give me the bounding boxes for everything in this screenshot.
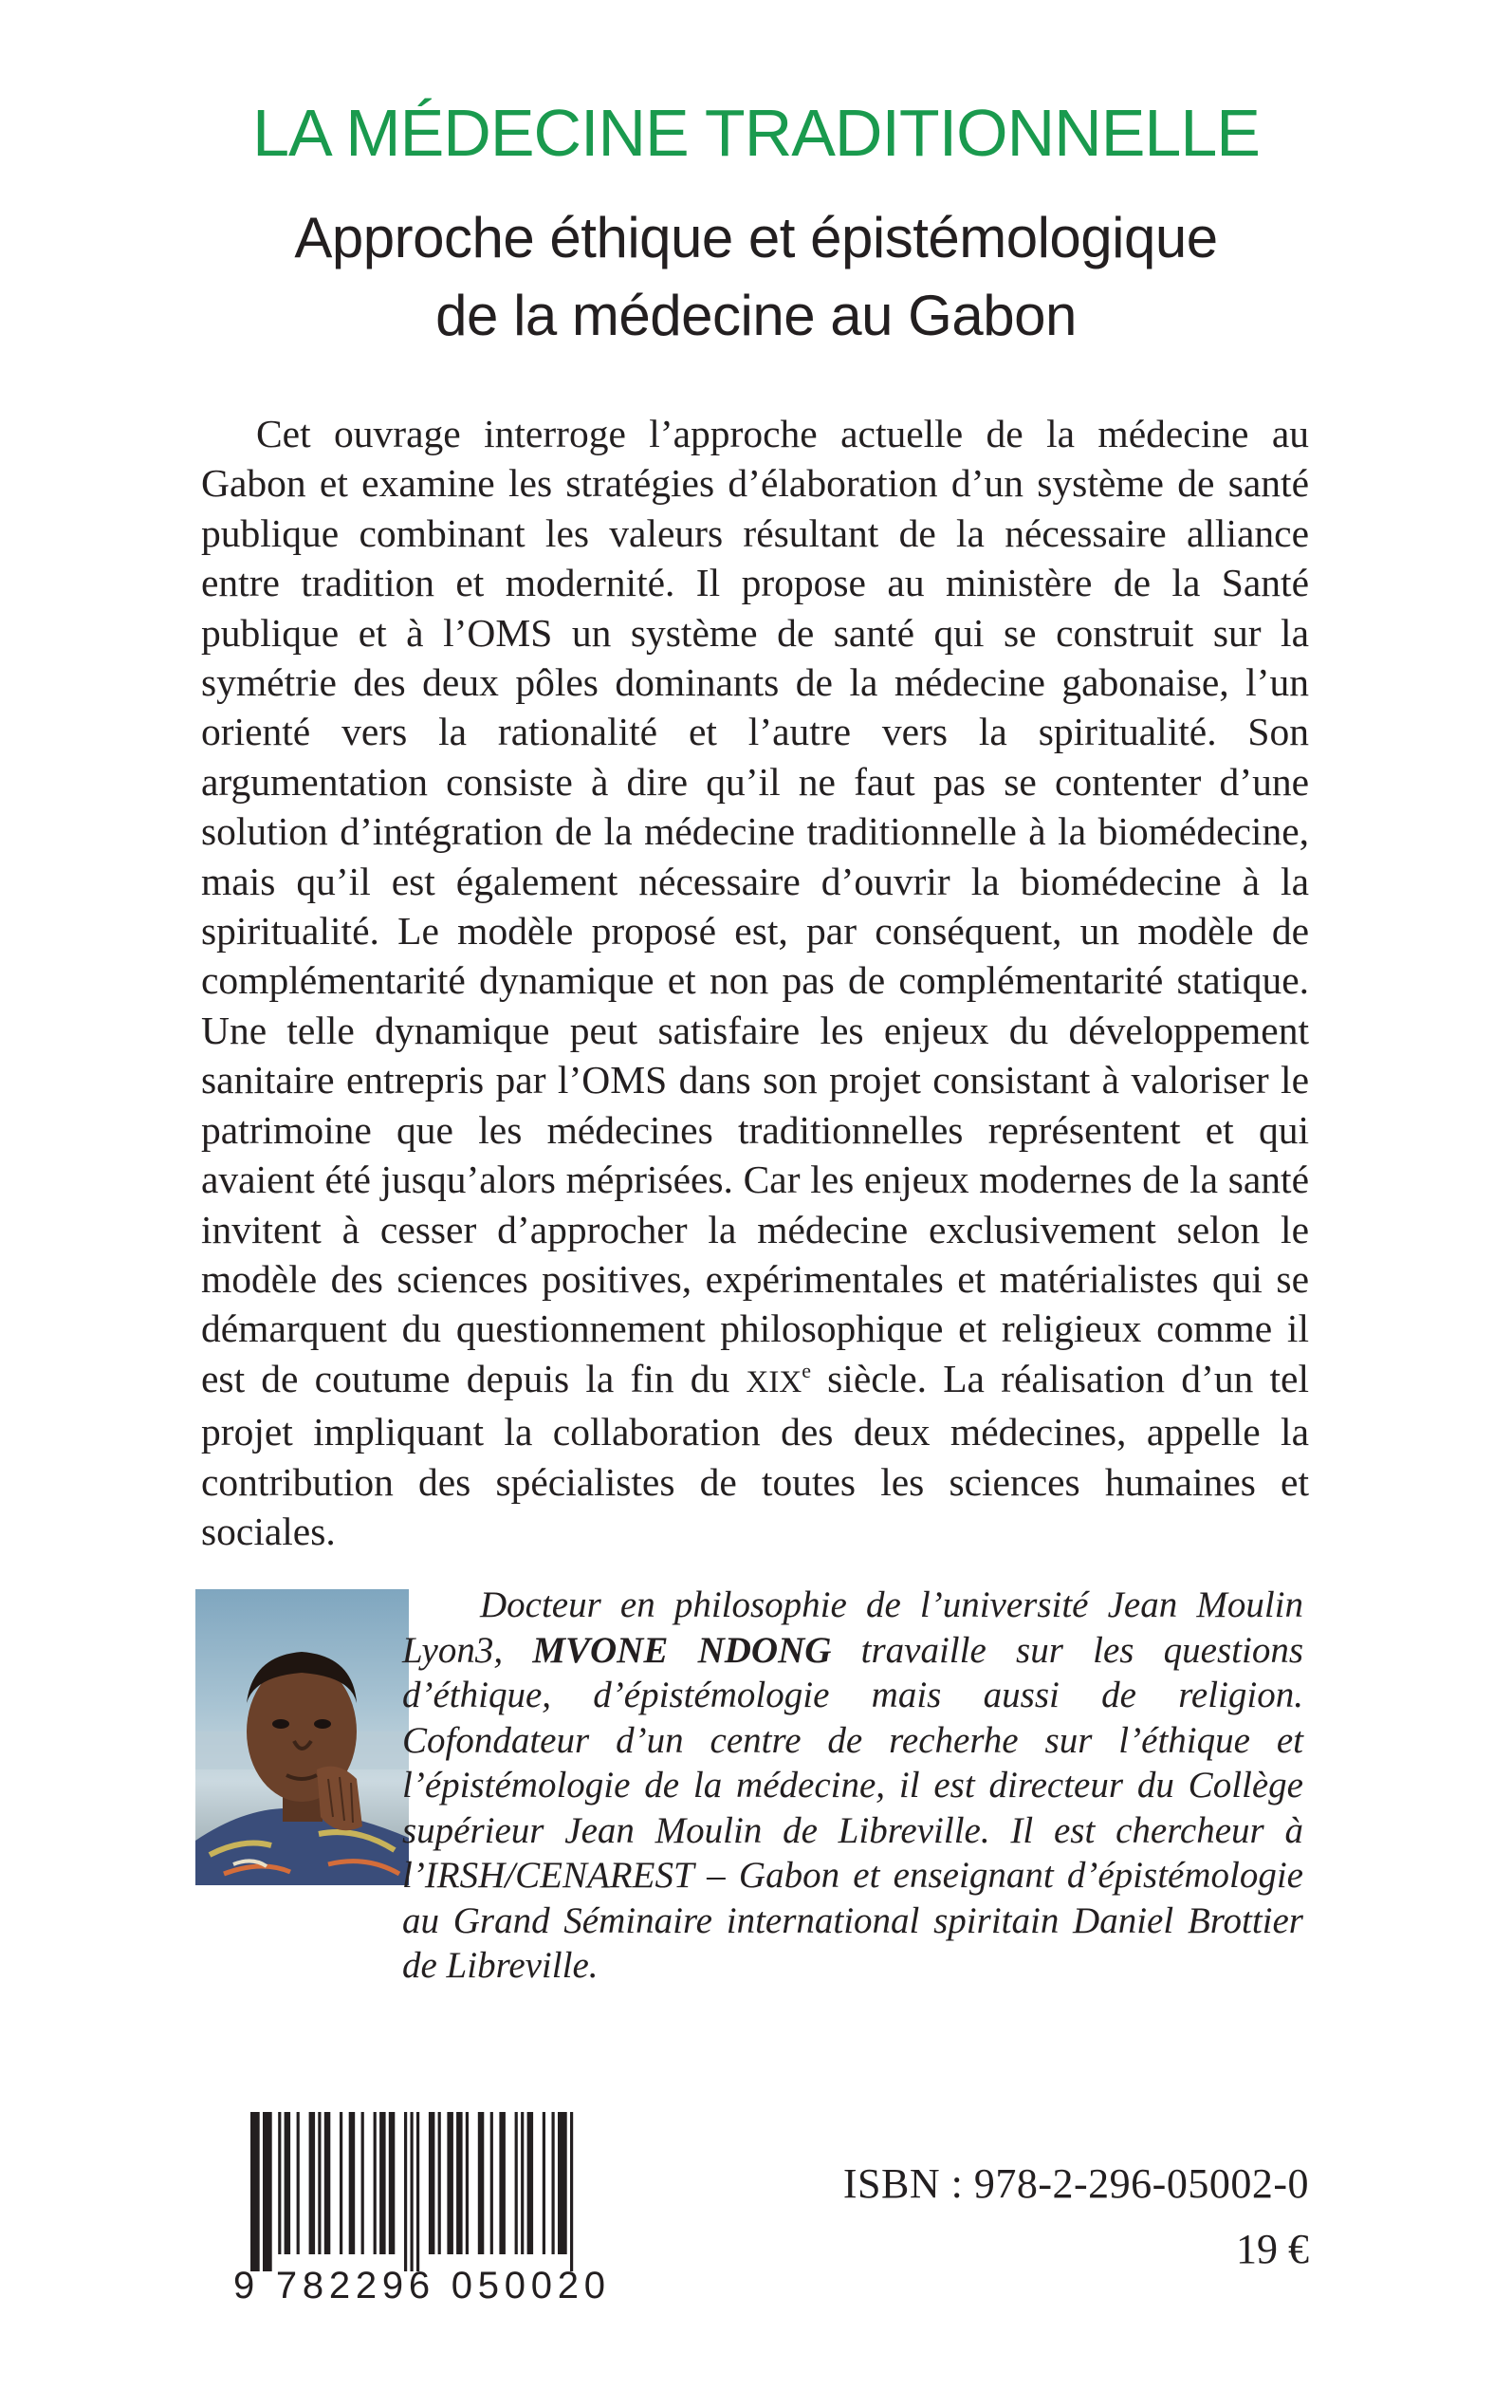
barcode-bar [558,2112,567,2254]
barcode-bar [543,2112,545,2254]
summary-part-1: Cet ouvrage interroge l’approche actuelle de la médecine au Gabon et examine les stratégies d’élaboration d’un système de santé publique combinant les valeurs résultant de la nécessaire alliance entre tradition et modernité. Il propose au ministère de la Santé publique et à l’OMS un système de santé qui se construit sur la symétrie des deux pôles dominants de la médecine gabonaise, l’un orienté vers la rationalité et l’autre vers la spiritualité. Son argumentation consiste à dire qu’il ne faut pas se contenter d’une solution d’intégration de la médecine traditionnelle à la biomédecine, mais qu’il est également nécessaire d’ouvrir la biomédecine à la spiritualité. Le modèle proposé est, par conséquent, un modèle de complémentarité dynamique et non pas de complémentarité statique. Une telle dynamique peut satisfaire les enjeux du développement sanitaire entrepris par l’OMS dans son projet consistant à valoriser le patrimoine que les médecines traditionnelles représentent et qui avaient été jusqu’alors méprisées. Car les enjeux modernes de la santé invitent à cesser d’approcher la médecine exclusivement selon le modèle des sciences positives, expérimentales et matérialistes qui se démarquent du questionnement philosophique et religieux comme il est de coutume depuis la fin du [201,412,1309,1400]
barcode-bar [570,2112,573,2271]
author-name: MVONE NDONG [532,1629,832,1671]
barcode-bar [552,2112,555,2254]
barcode-bar [361,2112,364,2254]
barcode-bar [297,2112,300,2254]
barcode-bar [447,2112,453,2254]
isbn-number: ISBN : 978-2-296-05002-0 [842,2160,1309,2207]
summary-part-2: siècle. La réalisation d’un tel projet impliquant la collaboration des deux médecines, appelle la contribution des spécialistes de toutes les sciences humaines et sociales. [201,1356,1310,1553]
book-subtitle [0,199,1512,355]
century-suffix: e [802,1358,811,1382]
barcode-bar [309,2112,316,2254]
barcode-bar [389,2112,396,2254]
barcode-bar [285,2112,291,2254]
author-photo [195,1589,409,1885]
barcode-bar [278,2112,281,2254]
barcode-bar [324,2112,331,2254]
barcode-digits: 9 782296 050020 [233,2265,605,2302]
barcode-bar [429,2112,435,2254]
barcode-bar [263,2112,272,2271]
barcode-bar [478,2112,485,2254]
subtitle-line-1: Approche éthique et épistémologique [294,206,1218,269]
barcode-bar [411,2112,414,2271]
barcode-bars [250,2112,573,2271]
barcode-bar [438,2112,441,2254]
author-biography [402,1583,1303,1989]
century-numeral: XIX [746,1364,802,1399]
barcode-bar [499,2112,506,2254]
barcode-bar [466,2112,469,2254]
barcode-bar [521,2112,524,2254]
barcode-bar [349,2112,356,2254]
barcode-bar [515,2112,518,2254]
barcode-bar [379,2112,386,2254]
isbn-barcode [226,2112,613,2302]
bio-intro: Docteur en philosophie de l’université Jean Moulin Lyon3, [402,1584,1303,1671]
book-summary [201,409,1309,1556]
barcode-bar [374,2112,377,2254]
barcode-bar [404,2112,407,2271]
barcode-bar [456,2112,463,2254]
price: 19 € [1236,2226,1309,2272]
barcode-bar [416,2112,419,2271]
barcode-bar [250,2112,260,2271]
barcode-bar [527,2112,534,2254]
subtitle-line-2: de la médecine au Gabon [435,284,1077,347]
barcode-bar [490,2112,493,2254]
book-title: LA MÉDECINE TRADITIONNELLE [252,96,1260,170]
bio-rest: travaille sur les questions d’éthique, d’épistémologie mais aussi de religion. Cofondateur d’un centre de recherhe sur l’éthique et l’épistémologie de la médecine, il est directeur du Collège supérieur Jean Moulin de Libreville. Il est chercheur à l’IRSH/CENAREST – Gabon et enseignant d’épistémologie au Grand Séminaire international spiritain Daniel Brottier de Libreville. [402,1629,1304,1986]
barcode-bar [318,2112,321,2254]
barcode-bar [340,2112,342,2254]
author-portrait-illustration [195,1589,409,1885]
